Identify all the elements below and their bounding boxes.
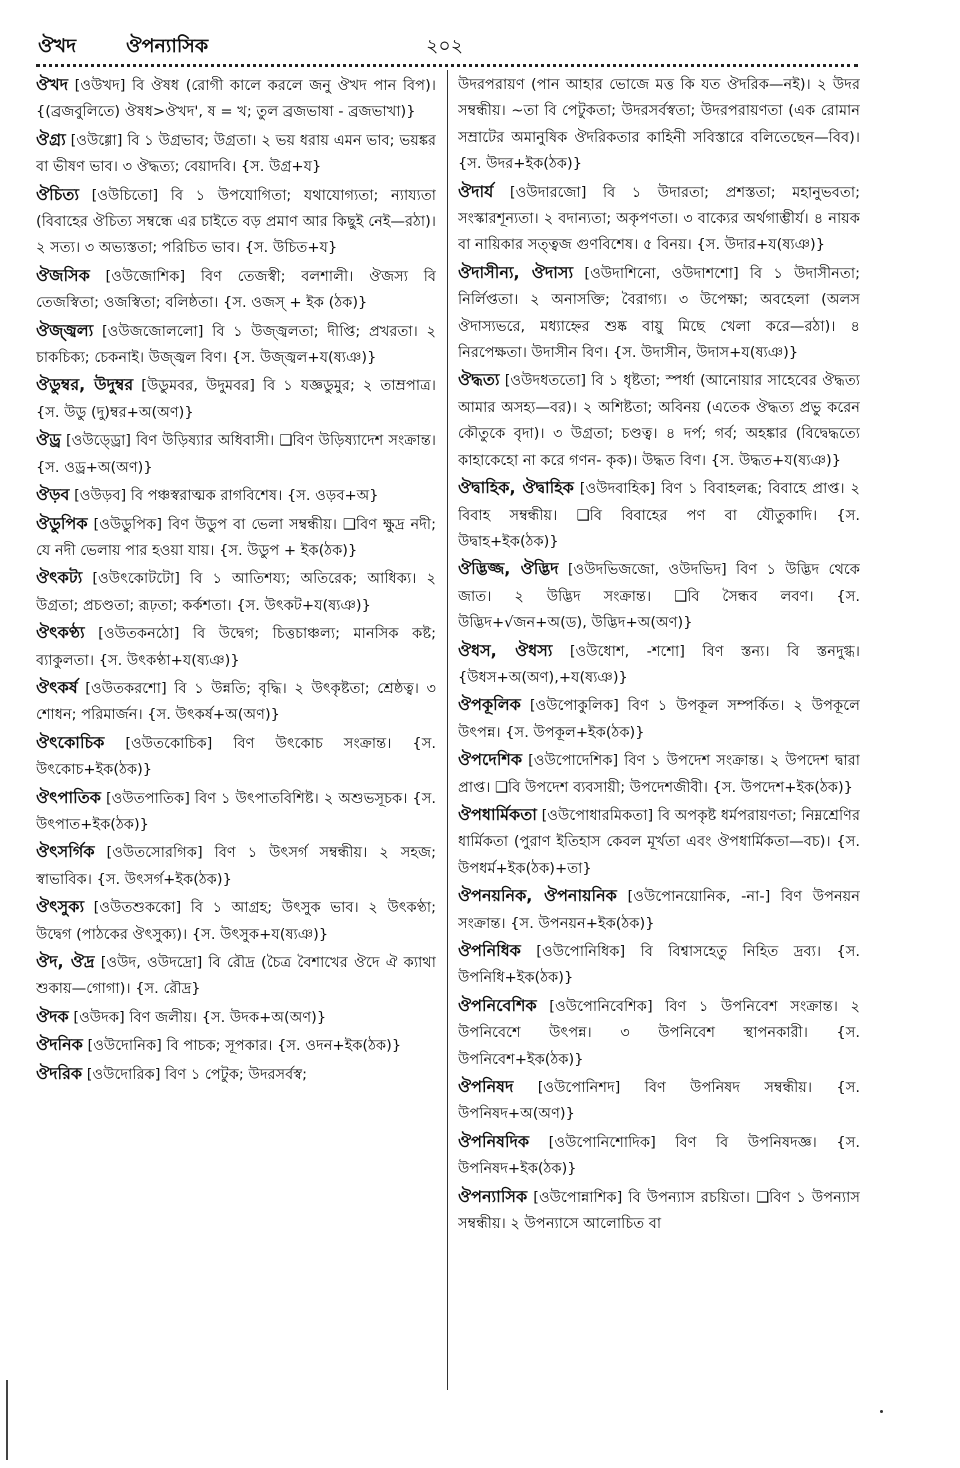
- entry-headword: ঔপকূলিক: [458, 695, 521, 715]
- entry-headword: ঔদনিক: [36, 1035, 83, 1055]
- entry-definition: [ওউৎকোটটো] বি ১ আতিশয্য; অতিরেক; আধিক্য। ২ উগ্রতা; প্রচণ্ডতা; রূঢ়তা; কর্কশতা। {স. উৎকট+য(ষ্যঞ)}: [36, 570, 436, 614]
- right-column: [458, 72, 860, 1402]
- dictionary-entry: [458, 475, 860, 555]
- entry-definition: [ওউজোশিক] বিণ তেজস্বী; বলশালী। ঔজস্য বি তেজস্বিতা; ওজস্বিতা; বলিষ্ঠতা। {স. ওজস্ + ইক (ঠক)}: [36, 267, 436, 312]
- dictionary-entry: [36, 182, 436, 262]
- dictionary-entry: [458, 747, 860, 801]
- entry-headword: ঔদ, ঔদ্র: [36, 952, 95, 971]
- dictionary-entry: [458, 367, 860, 474]
- guide-word-last: ঔপন্যাসিক: [126, 35, 209, 57]
- entry-headword: ঔডুম্বর, উদুম্বর: [36, 375, 134, 395]
- entry-headword: ঔৎকট্য: [36, 568, 83, 588]
- entry-definition: [ওউতসোরগিক] বিণ ১ উৎসর্গ সম্বন্ধীয়। ২ সহজ; স্বাভাবিক। {স. উৎসর্গ+ইক(ঠক)}: [36, 844, 436, 888]
- dictionary-entry: [458, 72, 860, 178]
- page-header: [38, 30, 918, 60]
- entry-headword: ঔপনয়নিক, ঔপনায়নিক: [458, 886, 617, 906]
- entry-headword: ঔপনিষদ: [458, 1077, 514, 1097]
- entry-definition: [ওউতশুককো] বি ১ আগ্রহ; উৎসুক ভাব। ২ উৎকণ্ঠা; উদ্বেগ (পাঠকের ঔৎসুক্য)। {স. উৎসুক+য(ষ্যঞ)}: [36, 899, 436, 943]
- entry-headword: ঔৎকোচিক: [36, 732, 105, 752]
- dictionary-entry: [458, 1129, 860, 1183]
- entry-definition: [ওউপোনিশদ] বিণ উপনিষদ সম্বন্ধীয়। {স. উপনিষদ+অ(অণ)}: [458, 1079, 860, 1123]
- dictionary-entry: [458, 692, 860, 746]
- entry-definition: [ওউদ, ওউদদ্রো] বি রৌদ্র (চৈত্র বৈশাখের ঔদে ঐ ক্যাথা শুকায়—গোগা)। {স. রৌদ্র}: [36, 954, 436, 998]
- header-rule: [36, 64, 858, 67]
- entry-definition: [ওউতকোচিক] বিণ উৎকোচ সংক্রান্ত। {স. উৎকোচ+ইক(ঠক)}: [36, 734, 436, 779]
- dictionary-entry: [458, 1184, 860, 1238]
- dictionary-entry: [458, 802, 860, 882]
- entry-definition: [ওউদক] বিণ জলীয়। {স. উদক+অ(অণ)}: [73, 1008, 327, 1026]
- dictionary-entry: [458, 1074, 860, 1128]
- entry-definition: [ওউগ্গো] বি ১ উগ্রভাব; উগ্রতা। ২ ভয় ধরায় এমন ভাব; ভয়ঙ্কর বা ভীষণ ভাব। ৩ ঔদ্ধত্য; বেয়াদবি। {স. উগ্র+য}: [36, 131, 436, 176]
- dictionary-entry: [458, 179, 860, 259]
- entry-definition: [ওউদাশিনো, ওউদাশশো] বি ১ উদাসীনতা; নির্লিপ্ততা। ২ অনাসক্তি; বৈরাগ্য। ৩ উপেক্ষা; অবহেলা (অলস ঔদাস্যভরে, মধ্যাহ্নের শুষ্ক বায়ু মিছে খেলা করে—রঠা)। ৪ নিরপেক্ষতা। উদাসীন বিণ। {স. উদাসীন, উদাস+য(ষ্যঞ)}: [458, 264, 860, 362]
- dictionary-entry: [36, 72, 436, 126]
- entry-headword: ঔৎকর্ষ: [36, 677, 78, 697]
- entry-headword: ঔখদ: [36, 75, 69, 94]
- dictionary-entry: [36, 482, 436, 509]
- entry-definition: [ওউপোনিশোদিক] বিণ বি উপনিষদজ্ঞ। {স. উপনিষদ+ইক(ঠক)}: [458, 1133, 860, 1178]
- entry-headword: ঔডুপিক: [36, 513, 88, 533]
- dictionary-entry: [36, 318, 436, 372]
- entry-headword: ঔৎসুক্য: [36, 897, 85, 917]
- entry-headword: ঔপনিবেশিক: [458, 995, 537, 1015]
- entry-definition: [ওউতপাতিক] বিণ ১ উৎপাতবিশিষ্ট। ২ অশুভসূচক। {স. উৎপাত+ইক(ঠক)}: [36, 789, 436, 833]
- entry-definition: [ওউপোন্নাশিক] বি উপন্যাস রচয়িতা। ❑বিণ ১ উপন্যাস সম্বন্ধীয়। ২ উপন্যাসে আলোচিত বা: [458, 1188, 860, 1233]
- entry-headword: ঔজসিক: [36, 265, 90, 285]
- entry-definition: [ওউপোদেশিক] বিণ ১ উপদেশ সংক্রান্ত। ২ উপদেশ দ্বারা প্রাপ্ত। ❑বি উপদেশ ব্যবসায়ী; উপদেশজীবী। {স. উপদেশ+ইক(ঠক)}: [458, 752, 860, 796]
- scan-margin-mark: [6, 1380, 8, 1460]
- dictionary-entry: [36, 949, 436, 1003]
- entry-headword: ঔপনিষদিক: [458, 1131, 530, 1151]
- entry-headword: ঔপদেশিক: [458, 750, 523, 770]
- column-divider: [447, 70, 448, 1390]
- dictionary-entry: [36, 675, 436, 729]
- scan-speck: [880, 1410, 883, 1413]
- entry-headword: ঔৎসর্গিক: [36, 842, 95, 862]
- entry-headword: ঔদক: [36, 1006, 69, 1026]
- entry-headword: ঔপধার্মিকতা: [458, 804, 537, 824]
- dictionary-entry: [458, 883, 860, 937]
- entry-definition: [ওউডুপিক] বিণ উডুপ বা ভেলা সম্বন্ধীয়। ❑বিণ ক্ষুদ্র নদী; যে নদী ভেলায় পার হওয়া যায়। {স. উডুপ + ইক(ঠক)}: [36, 515, 436, 559]
- dictionary-entry: [36, 620, 436, 674]
- entry-headword: ঔধস, ঔধস্য: [458, 640, 553, 660]
- entry-headword: ঔচিত্য: [36, 184, 79, 204]
- dictionary-entry: [36, 372, 436, 426]
- dictionary-entry: [458, 260, 860, 367]
- left-column: [36, 72, 436, 1402]
- entry-definition: [ওউড়ব] বি পঞ্চস্বরাত্মক রাগবিশেষ। {স. ওড়ব+অ}: [74, 487, 379, 505]
- dictionary-entry: [458, 556, 860, 636]
- dictionary-entry: [36, 1032, 436, 1059]
- dictionary-entry: [458, 938, 860, 992]
- dictionary-entry: [36, 263, 436, 317]
- dictionary-entry: [458, 993, 860, 1073]
- entry-headword: ঔৎপাতিক: [36, 787, 101, 807]
- entry-definition: [ওউদভিজজো, ওউদভিদ] বিণ ১ উদ্ভিদ থেকে জাত। ২ উদ্ভিদ সংক্রান্ত। ❑বি সৈন্ধব লবণ। {স. উদ্ভিদ+√জন+অ(ড), উদ্ভিদ+অ(অণ)}: [458, 561, 860, 632]
- dictionary-entry: [36, 127, 436, 181]
- entry-headword: ঔদার্য: [458, 181, 494, 201]
- entry-definition: [ওউপোধারমিকতা] বি অপকৃষ্ট ধর্মপরায়ণতা; নিম্নশ্রেণির ধার্মিকতা (পুরাণ ইতিহাস কেবল মূর্খতা এবং ঔপধার্মিকতা—বচ)। {স. উপধর্ম+ইক(ঠক)+তা}: [458, 806, 860, 877]
- entry-headword: ঔদ্ধত্য: [458, 370, 500, 390]
- entry-definition: [ওউপোনিবেশিক] বিণ ১ উপনিবেশ সংক্রান্ত। ২ উপনিবেশে উৎপন্ন। ৩ উপনিবেশ স্থাপনকারী। {স. উপনিবেশ+ইক(ঠক)}: [458, 997, 860, 1068]
- entry-definition: [ওউচিতো] বি ১ উপযোগিতা; যথাযোগ্যতা; ন্যায্যতা (বিবাহের ঔচিত্য সম্বন্ধে এর চাইতে বড় প্রমাণ আর কিছুই নেই—রঠা)। ২ সত্য। ৩ অভ্যস্ততা; পরিচিত ভাব। {স. উচিত+য}: [36, 186, 436, 257]
- entry-definition: [উডুমবর, উদুমবর] বি ১ যজ্ঞডুমুর; ২ তাম্রপাত্র। {স. উডু (দু)ম্বর+অ(অণ)}: [36, 377, 436, 421]
- dictionary-entry: [36, 785, 436, 839]
- entry-headword: ঔপনিধিক: [458, 941, 521, 960]
- dictionary-entry: [36, 427, 436, 481]
- entry-headword: ঔজ্জ্বল্য: [36, 320, 94, 340]
- entry-definition: [ওউতকনঠো] বি উদ্বেগ; চিত্তচাঞ্চল্য; মানসিক কষ্ট; ব্যাকুলতা। {স. উৎকণ্ঠা+য(ষ্যঞ)}: [36, 625, 436, 669]
- entry-definition: [ওউধোশ, -শশো] বিণ স্তন্য। বি স্তনদুগ্ধ। {উধস+অ(অণ),+য(ষ্যঞ)}: [458, 642, 860, 686]
- entry-definition: [ওউপোনিধিক] বি বিশ্বাসহেতু নিহিত দ্রব্য। {স. উপনিধি+ইক(ঠক)}: [458, 943, 860, 987]
- entry-definition: [ওউড্ড্রো] বিণ উড়িষ্যার অধিবাসী। ❑বিণ উড়িষ্যাদেশ সংক্রান্ত। {স. ওড্র+অ(অণ)}: [36, 432, 436, 476]
- entry-headword: ঔদ্বাহিক, ঔদ্বাহিক: [458, 478, 574, 498]
- entry-definition: [ওউদারজো] বি ১ উদারতা; প্রশস্ততা; মহানুভবতা; সংস্কারশূন্যতা। ২ বদান্যতা; অকৃপণতা। ৩ বাক্যের অর্থগাম্ভীর্য। ৪ নায়ক বা নায়িকার সত্ত্বজ গুণবিশেষ। ৫ বিনয়। {স. উদার+য(ষ্যঞ)}: [458, 183, 860, 254]
- dictionary-entry: [36, 730, 436, 784]
- dictionary-entry: [36, 839, 436, 893]
- entry-definition: [ওউদোরিক] বিণ ১ পেটুক; উদরসর্বস্ব;: [86, 1065, 308, 1083]
- dictionary-entry: [36, 1061, 436, 1088]
- entry-headword: ঔগ্র্য: [36, 129, 66, 149]
- guide-word-first: ঔখদ: [38, 35, 77, 57]
- entry-headword: ঔদরিক: [36, 1063, 83, 1083]
- entry-definition: [ওউদবাহিক] বিণ ১ বিবাহলব্ধ; বিবাহে প্রাপ্ত। ২ বিবাহ সম্বন্ধীয়। ❑বি বিবাহের পণ বা যৌতুকাদি। {স. উদ্বাহ+ইক(ঠক)}: [458, 480, 860, 550]
- entry-headword: ঔদ্ভিজ্জ, ঔদ্ভিদ: [458, 559, 559, 579]
- entry-headword: ঔপন্যাসিক: [458, 1186, 528, 1206]
- entry-definition: [ওউখদ] বি ঔষধ (রোগী কালে করলে জনু ঔখদ পান বিপ)। {(ব্রজবুলিতে) ঔষধ>ঔখদ', ষ = খ; তুল ব্রজভাষা - ব্রজভাখা)}: [36, 77, 436, 121]
- dictionary-entry: [36, 1004, 436, 1031]
- entry-definition: [ওউদধততো] বি ১ ধৃষ্টতা; স্পর্ধা (আনোয়ার সাহেবের ঔদ্ধত্য আমার অসহ্য—বর)। ২ অশিষ্টতা; অবিনয় (এতেক ঔদ্ধত্য প্রভু করেন কৌতুকে বৃদা)। ৩ উগ্রতা; চণ্ডত্ব। ৪ দর্প; গর্ব; অহঙ্কার (বিদ্বেদ্ধত্যে কাহাকেহো না করে গণন- কৃক)। উদ্ধত বিণ। {স. উদ্ধত+য(ষ্যঞ)}: [458, 372, 860, 469]
- dictionary-entry: [458, 638, 860, 692]
- entry-definition: উদরপরায়ণ (পান আহার ভোজে মত্ত কি যত ঔদরিক—নই)। ২ উদর সম্বন্ধীয়। ~তা বি পেটুকতা; উদরসর্বস্বতা; উদরপরায়ণতা (এক রোমান সম্রাটের অমানুষিক ঔদরিকতার কাহিনী সবিস্তারে বলিতেছেন—বিব)। {স. উদর+ইক(ঠক)}: [458, 76, 860, 173]
- entry-definition: [ওউতকরশো] বি ১ উন্নতি; বৃদ্ধি। ২ উৎকৃষ্টতা; শ্রেষ্ঠত্ব। ৩ শোধন; পরিমার্জন। {স. উৎকর্ষ+অ(অণ)}: [36, 679, 436, 724]
- dictionary-entry: [36, 565, 436, 619]
- dictionary-entry: [36, 511, 436, 565]
- entry-definition: [ওউপোনয়োনিক, -না-] বিণ উপনয়ন সংক্রান্ত। {স. উপনয়ন+ইক(ঠক)}: [458, 888, 860, 932]
- entry-definition: [ওউদোনিক] বি পাচক; সূপকার। {স. ওদন+ইক(ঠক)}: [87, 1037, 402, 1055]
- entry-headword: ঔৎকণ্ঠ্য: [36, 623, 85, 643]
- entry-definition: [ওউজজোললো] বি ১ উজ্জ্বলতা; দীপ্তি; প্রখরতা। ২ চাকচিক্য; চেকনাই। উজ্জ্বল বিণ। {স. উজ্জ্বল+য(ষ্যঞ)}: [36, 322, 436, 367]
- entry-headword: ঔড্র: [36, 430, 61, 450]
- page-number: ২০২: [426, 35, 464, 57]
- entry-headword: ঔড়ব: [36, 485, 70, 505]
- dictionary-entry: [36, 894, 436, 948]
- entry-definition: [ওউপোকুলিক] বিণ ১ উপকূল সম্পর্কিত। ২ উপকূলে উৎপন্ন। {স. উপকূল+ইক(ঠক)}: [458, 697, 860, 741]
- entry-headword: ঔদাসীন্য, ঔদাস্য: [458, 262, 574, 282]
